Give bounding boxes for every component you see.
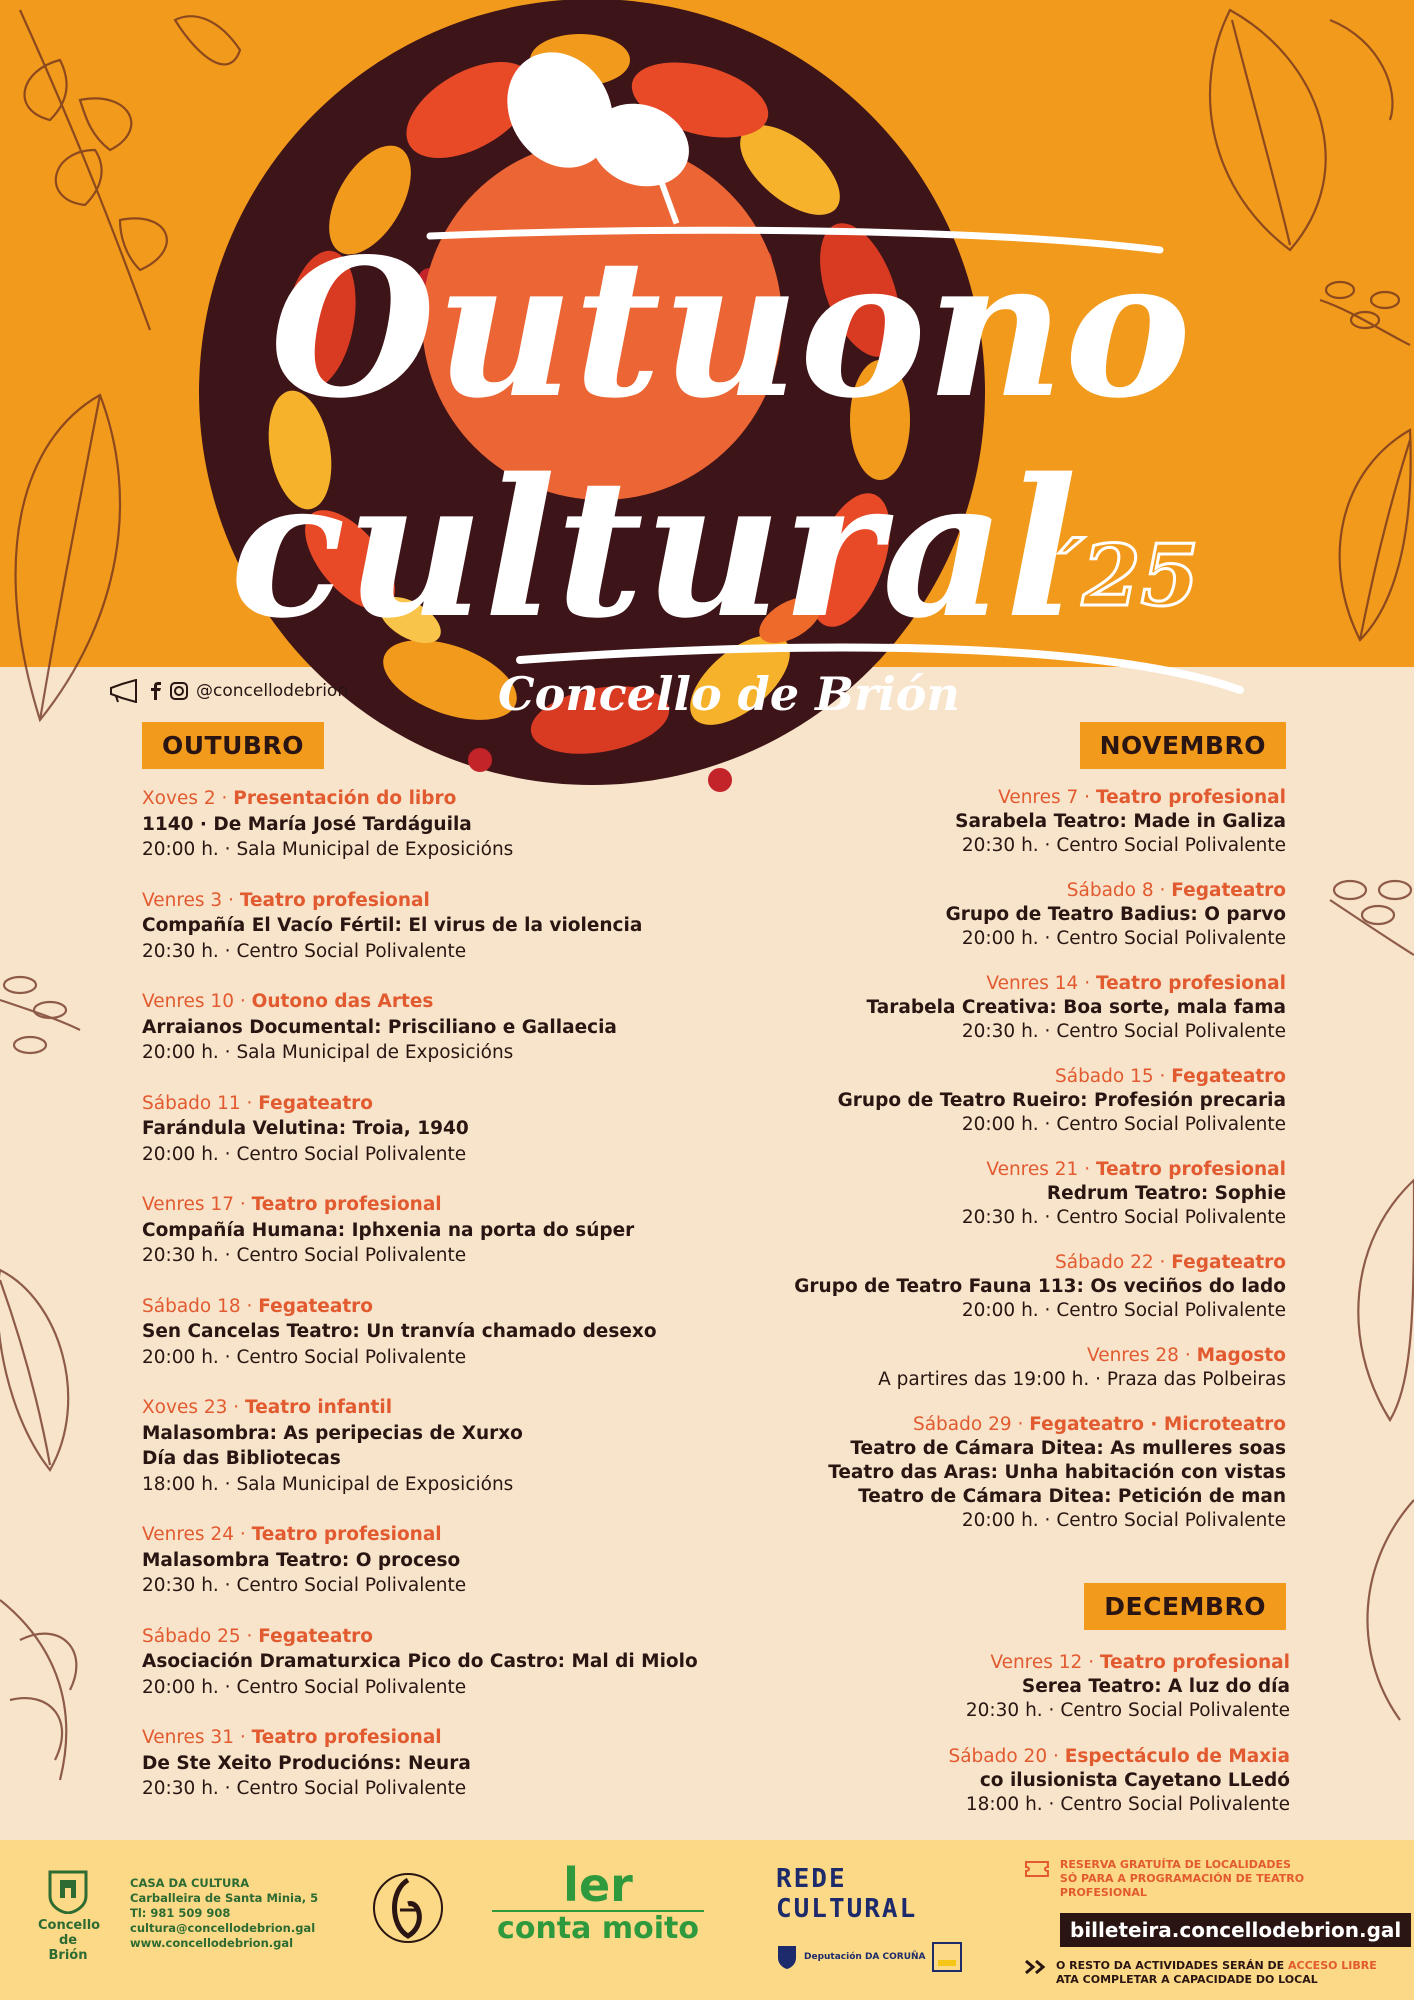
event-date: Venres 12 · — [990, 1652, 1100, 1673]
resto-text-a: O RESTO DA ACTIVIDADES SERÁN DE — [1056, 1959, 1289, 1972]
event-heading — [686, 1065, 1286, 1089]
event-category: Teatro profesional — [1095, 1159, 1286, 1180]
event-item — [142, 1624, 742, 1701]
event-item — [686, 1065, 1286, 1137]
deputacion-text: Deputación DA CORUÑA — [804, 1952, 926, 1962]
event-time-venue: 20:00 h. · Centro Social Polivalente — [961, 1114, 1286, 1135]
event-category: Teatro profesional — [239, 889, 430, 911]
event-title: Grupo de Teatro Fauna 113: Os veciños do lado — [794, 1276, 1286, 1297]
contact-line: Tl: 981 509 908 — [130, 1906, 231, 1920]
event-time-venue: 20:00 h. · Centro Social Polivalente — [961, 1300, 1286, 1321]
event-date: Venres 3 · — [142, 889, 240, 911]
event-category: Teatro profesional — [1095, 973, 1286, 994]
event-title: Sarabela Teatro: Made in Galiza — [955, 811, 1286, 832]
event-date: Sábado 20 · — [948, 1746, 1065, 1767]
event-heading — [686, 879, 1286, 903]
event-item — [142, 1522, 742, 1599]
event-category: Teatro profesional — [251, 1194, 442, 1215]
event-title: Grupo de Teatro Rueiro: Profesión precaria — [837, 1090, 1286, 1111]
billeteira-link[interactable]: billeteira.concellodebrion.gal — [1060, 1913, 1411, 1947]
event-date: Sábado 15 · — [1054, 1066, 1172, 1087]
event-time-venue: 20:30 h. · Centro Social Polivalente — [142, 1245, 467, 1266]
double-chevron-icon — [1024, 1959, 1048, 1975]
event-item — [686, 786, 1286, 858]
event-heading — [686, 786, 1286, 810]
event-category: Magosto — [1196, 1345, 1286, 1366]
event-category: Teatro infantil — [245, 1397, 393, 1418]
event-item — [142, 1725, 742, 1802]
event-item — [142, 786, 742, 863]
event-date: Sábado 8 · — [1066, 880, 1172, 901]
event-item — [690, 1651, 1290, 1723]
event-title: Teatro das Aras: Unha habitación con vistas — [828, 1462, 1286, 1483]
event-time-venue: 20:30 h. · Centro Social Polivalente — [961, 1207, 1286, 1228]
event-title: Malasombra: As peripecias de Xurxo — [142, 1422, 523, 1444]
event-category: Outono das Artes — [251, 991, 434, 1012]
event-category: Espectáculo de Maxia — [1064, 1746, 1290, 1767]
deputacion-crest-icon — [776, 1944, 798, 1970]
event-heading — [686, 1251, 1286, 1275]
event-heading — [142, 1725, 742, 1751]
event-item — [142, 1294, 742, 1371]
event-category: Fegateatro — [258, 1625, 374, 1647]
event-date: Venres 7 · — [998, 787, 1096, 808]
event-title: Teatro de Cámara Ditea: As mulleres soas — [850, 1438, 1286, 1459]
brion-crest-icon — [46, 1868, 90, 1914]
ticket-icon — [1024, 1858, 1050, 1880]
event-date: Venres 17 · — [142, 1194, 252, 1215]
event-category: Fegateatro — [258, 1092, 374, 1114]
event-title: Farándula Velutina: Troia, 1940 — [142, 1118, 469, 1139]
event-title: Arraianos Documental: Prisciliano e Gallaecia — [142, 1016, 617, 1038]
event-date: Venres 21 · — [986, 1159, 1096, 1180]
event-title: Tarabela Creativa: Boa sorte, mala fama — [866, 997, 1286, 1018]
event-time-venue: 20:00 h. · Centro Social Polivalente — [961, 1510, 1286, 1531]
fegatea-logo — [370, 1870, 446, 1946]
title-line2: cultural — [230, 437, 1078, 660]
event-heading — [142, 1395, 742, 1421]
social-handle[interactable]: @concellodebrion — [196, 681, 349, 701]
booking-info — [1024, 1858, 1402, 1987]
event-title: Compañía El Vacío Fértil: El virus de la violencia — [142, 915, 643, 936]
month-outubro: OUTUBRO — [142, 722, 324, 769]
ler-text: ler — [563, 1858, 633, 1912]
event-title: Grupo de Teatro Badius: O parvo — [945, 904, 1286, 925]
event-item — [142, 888, 742, 965]
contact-line[interactable]: www.concellodebrion.gal — [130, 1936, 294, 1950]
event-date: Venres 10 · — [142, 991, 252, 1012]
event-title: Teatro de Cámara Ditea: Petición de man — [858, 1486, 1286, 1507]
conta-moito-text: conta moito — [492, 1910, 704, 1946]
month-novembro: NOVEMBRO — [1080, 722, 1286, 769]
event-item — [142, 989, 742, 1066]
rede-cultural-logo — [776, 1864, 976, 1972]
reserva-line2: SÓ PARA A PROGRAMACIÓN DE TEATRO PROFESIONAL — [1059, 1872, 1305, 1899]
event-date: Venres 14 · — [986, 973, 1096, 994]
decembro-events — [690, 1651, 1290, 1839]
event-title: Malasombra Teatro: O proceso — [142, 1549, 461, 1571]
megaphone-icon — [108, 679, 142, 703]
event-item — [686, 1158, 1286, 1230]
partner-badge-icon — [932, 1942, 962, 1972]
event-date: Venres 28 · — [1086, 1345, 1197, 1366]
ler-conta-moito-logo — [492, 1860, 704, 1946]
event-time-venue: 20:00 h. · Centro Social Polivalente — [142, 1676, 467, 1698]
event-title: Redrum Teatro: Sophie — [1046, 1183, 1286, 1204]
event-date: Sábado 11 · — [142, 1092, 259, 1114]
title-artwork — [0, 0, 1414, 830]
event-time-venue: A partires das 19:00 h. · Praza das Polbeiras — [878, 1369, 1286, 1390]
event-heading — [686, 1344, 1286, 1368]
subtitle: Concello de Brión — [498, 667, 960, 721]
event-title: Sen Cancelas Teatro: Un tranvía chamado desexo — [142, 1321, 657, 1342]
event-title: Asociación Dramaturxica Pico do Castro: Mal di Miolo — [142, 1651, 698, 1672]
rede-cultural-text: REDE CULTURAL — [776, 1864, 918, 1924]
event-category: Fegateatro — [1171, 1066, 1286, 1087]
event-time-venue: 20:00 h. · Sala Municipal de Exposicións — [142, 839, 514, 860]
event-heading — [690, 1745, 1290, 1769]
event-category: Fegateatro — [1171, 1252, 1286, 1273]
resto-text-b: ACCESO LIBRE — [1288, 1959, 1377, 1972]
contact-line[interactable]: cultura@concellodebrion.gal — [130, 1921, 316, 1935]
event-category: Fegateatro — [258, 1295, 374, 1317]
event-date: Sábado 29 · — [912, 1414, 1030, 1435]
outubro-events — [142, 786, 742, 1827]
event-date: Sábado 18 · — [142, 1295, 259, 1317]
event-title: De Ste Xeito Producións: Neura — [142, 1752, 471, 1774]
event-time-venue: 20:00 h. · Centro Social Polivalente — [961, 928, 1286, 949]
footer — [0, 1840, 1414, 2000]
event-heading — [142, 888, 742, 914]
event-heading — [690, 1651, 1290, 1675]
contact-line: Carballeira de Santa Minia, 5 — [130, 1891, 319, 1905]
event-time-venue: 18:00 h. · Sala Municipal de Exposicións — [142, 1473, 514, 1495]
event-time-venue: 20:30 h. · Centro Social Polivalente — [142, 940, 467, 962]
contact-line: CASA DA CULTURA — [130, 1876, 250, 1890]
event-category: Fegateatro · Microteatro — [1029, 1414, 1286, 1435]
event-item — [142, 1395, 742, 1497]
event-category: Teatro profesional — [251, 1524, 442, 1545]
resto-text-c: ATA COMPLETAR A CAPACIDADE DO LOCAL — [1056, 1973, 1318, 1986]
month-decembro: DECEMBRO — [1084, 1583, 1286, 1630]
event-heading — [686, 972, 1286, 996]
event-time-venue: 20:00 h. · Sala Municipal de Exposicións — [142, 1042, 514, 1063]
event-title: 1140 · De María José Tardáguila — [142, 813, 472, 835]
event-time-venue: 20:30 h. · Centro Social Polivalente — [965, 1700, 1290, 1721]
event-date: Venres 31 · — [142, 1727, 252, 1748]
event-date: Xoves 23 · — [142, 1397, 246, 1418]
event-item — [686, 879, 1286, 951]
event-item — [686, 1413, 1286, 1533]
event-heading — [686, 1413, 1286, 1437]
event-time-venue: 18:00 h. · Centro Social Polivalente — [965, 1794, 1290, 1815]
novembro-events — [686, 786, 1286, 1554]
event-time-venue: 20:30 h. · Centro Social Polivalente — [961, 1021, 1286, 1042]
event-heading — [142, 1294, 742, 1320]
event-time-venue: 20:30 h. · Centro Social Polivalente — [961, 835, 1286, 856]
deputacion-logo — [776, 1942, 976, 1972]
event-date: Sábado 22 · — [1054, 1252, 1172, 1273]
event-time-venue: 20:30 h. · Centro Social Polivalente — [142, 1575, 467, 1596]
event-item — [690, 1745, 1290, 1817]
event-category: Teatro profesional — [251, 1727, 442, 1748]
acceso-libre-notice — [1024, 1959, 1394, 1987]
instagram-icon[interactable] — [170, 682, 188, 700]
event-heading — [142, 1624, 742, 1650]
event-heading — [142, 786, 742, 812]
event-heading — [686, 1158, 1286, 1182]
event-date: Xoves 2 · — [142, 788, 234, 809]
event-item — [686, 972, 1286, 1044]
event-category: Teatro profesional — [1095, 787, 1286, 808]
facebook-icon[interactable] — [150, 682, 162, 700]
event-heading — [142, 1522, 742, 1548]
event-category: Presentación do libro — [233, 788, 457, 809]
event-heading — [142, 989, 742, 1015]
event-item — [686, 1344, 1286, 1392]
event-time-venue: 20:00 h. · Centro Social Polivalente — [142, 1143, 467, 1165]
event-item — [686, 1251, 1286, 1323]
event-item — [142, 1192, 742, 1269]
event-heading — [142, 1091, 742, 1117]
social-bar — [108, 679, 348, 703]
event-category: Teatro profesional — [1099, 1652, 1290, 1673]
event-heading — [142, 1192, 742, 1218]
event-date: Sábado 25 · — [142, 1625, 259, 1647]
event-item — [142, 1091, 742, 1168]
reserva-notice — [1024, 1858, 1394, 1900]
event-time-venue: 20:00 h. · Centro Social Polivalente — [142, 1346, 467, 1368]
event-date: Venres 24 · — [142, 1524, 252, 1545]
event-time-venue: 20:30 h. · Centro Social Polivalente — [142, 1778, 467, 1799]
brion-logo-text: Concello de Brión — [38, 1918, 101, 1963]
contact-block — [130, 1876, 318, 1951]
reserva-line1: RESERVA GRATUÍTA DE LOCALIDADES — [1059, 1858, 1291, 1871]
event-title: co ilusionista Cayetano LLedó — [979, 1770, 1290, 1791]
title-year: ´25 — [1040, 526, 1199, 625]
event-title: Día das Bibliotecas — [142, 1448, 341, 1469]
event-title: Serea Teatro: A luz do día — [1021, 1676, 1290, 1697]
event-category: Fegateatro — [1171, 880, 1286, 901]
title-line1: Outuono — [270, 217, 1192, 440]
event-title: Compañía Humana: Iphxenia na porta do súper — [142, 1219, 635, 1241]
brion-logo — [38, 1868, 101, 1963]
